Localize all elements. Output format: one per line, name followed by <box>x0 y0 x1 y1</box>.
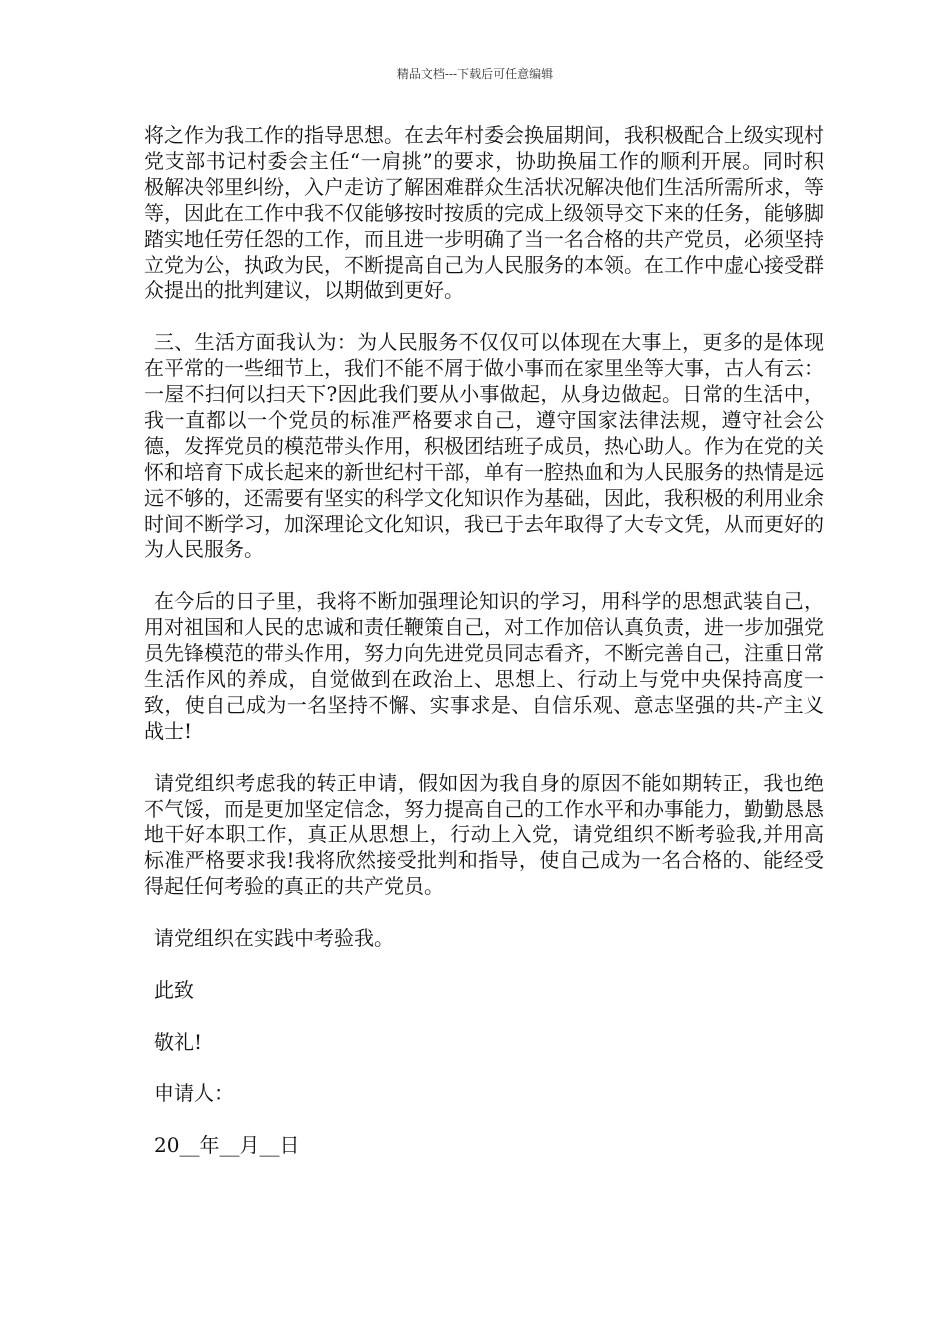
paragraph-work-continued: 将之作为我工作的指导思想。在去年村委会换届期间，我积极配合上级实现村党支部书记村委会主任“一肩挑”的要求，协助换届工作的顺利开展。同时积极解决邻里纠纷，入户走访了解困难群众生活状况解决他们生活所需所求，等等，因此在工作中我不仅能够按时按质的完成上级领导交下来的任务，能够脚踏实地任劳任怨的工作，而且进一步明确了当一名合格的共产党员，必须坚持立党为公，执政为民，不断提高自己为人民服务的本领。在工作中虚心接受群众提出的批判建议，以期做到更好。 <box>144 123 824 303</box>
closing-jingli: 敬礼! <box>154 1029 203 1054</box>
document-body <box>144 123 824 1159</box>
paragraph-test-me: 请党组织在实践中考验我。 <box>154 926 394 951</box>
date-line: 20__年__月__日 <box>154 1133 300 1158</box>
applicant-label: 申请人： <box>154 1081 234 1106</box>
page-header: 精品文档---下载后可任意编辑 <box>396 67 554 81</box>
paragraph-life-aspect: 三、生活方面我认为：为人民服务不仅仅可以体现在大事上，更多的是体现在平常的一些细节上，我们不能不屑于做小事而在家里坐等大事，古人有云：一屋不扫何以扫天下?因此我们要从小事做起，从身边做起。日常的生活中，我一直都以一个党员的标准严格要求自己，遵守国家法律法规，遵守社会公德，发挥党员的模范带头作用，积极团结班子成员，热心助人。作为在党的关怀和培育下成长起来的新世纪村干部，单有一腔热血和为人民服务的热情是远远不够的，还需要有坚实的科学文化知识作为基础，因此，我积极的利用业余时间不断学习，加深理论文化知识，我已于去年取得了大专文凭，从而更好的为人民服务。 <box>144 330 824 562</box>
closing-cizhi: 此致 <box>154 977 194 1002</box>
paragraph-request: 请党组织考虑我的转正申请，假如因为我自身的原因不能如期转正，我也绝不气馁，而是更加坚定信念，努力提高自己的工作水平和办事能力，勤勤恳恳地干好本职工作，真正从思想上，行动上入党，请党组织不断考验我,并用高标准严格要求我!我将欣然接受批判和指导，使自己成为一名合格的、能经受得起任何考验的真正的共产党员。 <box>144 770 824 899</box>
paragraph-future: 在今后的日子里，我将不断加强理论知识的学习，用科学的思想武装自己，用对祖国和人民的忠诚和责任鞭策自己，对工作加倍认真负责，进一步加强党员先锋模范的带头作用，努力向先进党员同志看齐，不断完善自己，注重日常生活作风的养成，自觉做到在政治上、思想上、行动上与党中央保持高度一致，使自己成为一名坚持不懈、实事求是、自信乐观、意志坚强的共-产主义战士! <box>144 589 824 743</box>
